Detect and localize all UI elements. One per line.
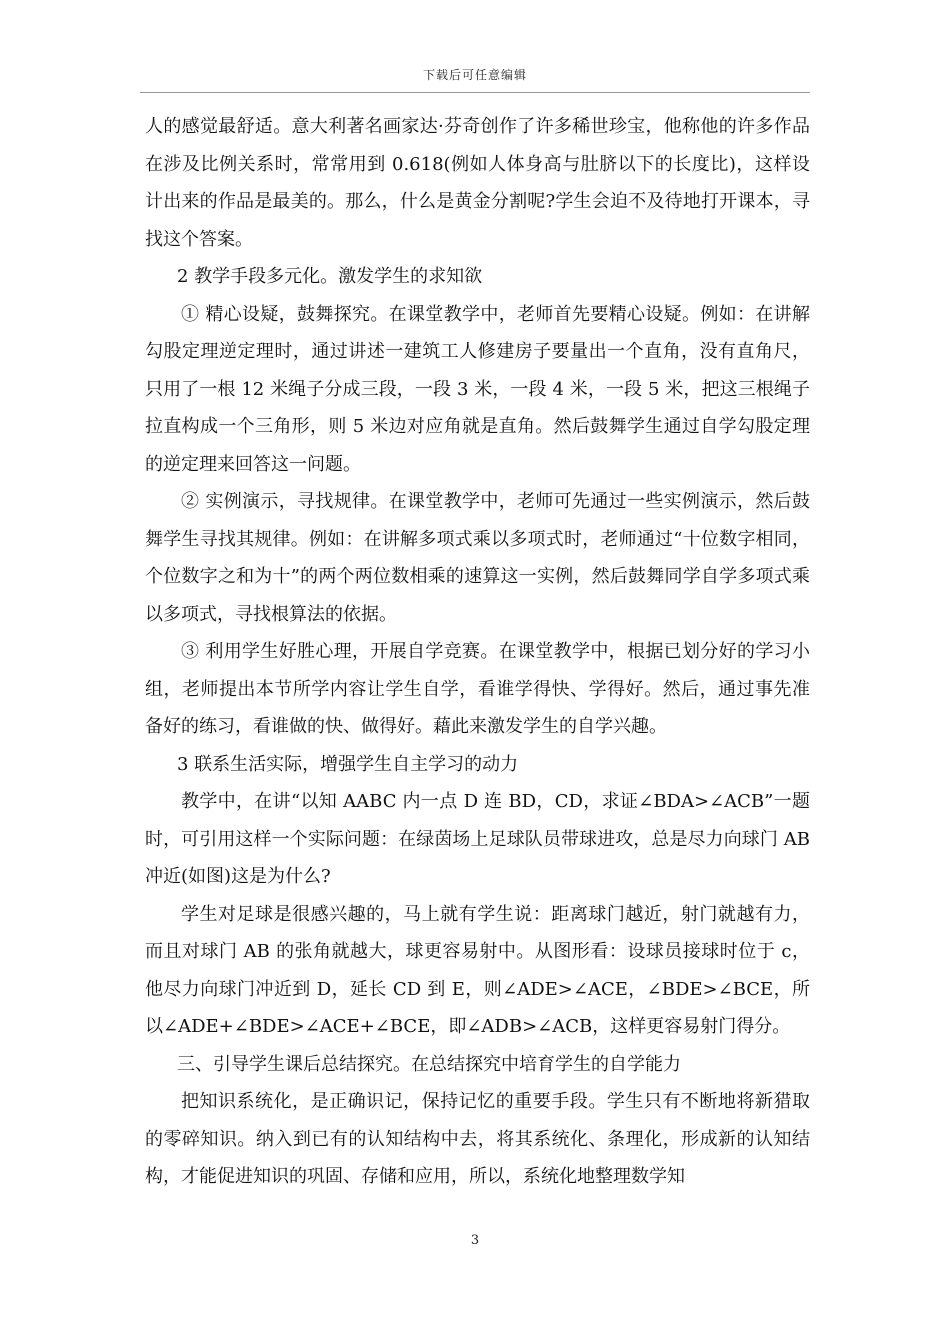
paragraph-item-2: ② 实例演示，寻找规律。在课堂教学中，老师可先通过一些实例演示，然后鼓舞学生寻找其规律。例如：在讲解多项式乘以多项式时，老师通过“十位数字相同，个位数字之和为十”的两个两位数相乘的速算这一实例，然后鼓舞同学自学多项式乘以多项式，寻找根算法的依据。 (145, 491, 810, 625)
page-number: 3 (470, 1233, 480, 1248)
paragraph-example: 教学中，在讲“以知 AABC 内一点 D 连 BD，CD，求证∠BDA>∠ACB”一题时，可引用这样一个实际问题：在绿茵场上足球队员带球进攻，总是尽力向球门 AB 冲近(如图)这是为什么? (145, 791, 810, 887)
paragraph-item-1: ① 精心设疑，鼓舞探究。在课堂教学中，老师首先要精心设疑。例如：在讲解勾股定理逆定理时，通过讲述一建筑工人修建房子要量出一个直角，没有直角尺，只用了一根 12 米绳子分成三段，一段 3 米，一段 4 米，一段 5 米，把这三根绳子拉直构成一个三角形，则 5 米边对应角就是直角。然后鼓舞学生通过自学勾股定理的逆定理来回答这一问题。 (145, 303, 810, 475)
header-rule (140, 92, 810, 93)
body-text (145, 108, 810, 1196)
paragraph-continuation: 人的感觉最舒适。意大利著名画家达·芬奇创作了许多稀世珍宝，他称他的许多作品在涉及比例关系时，常常用到 0.618(例如人体身高与肚脐以下的长度比)，这样设计出来的作品是最美的。那么，什么是黄金分割呢?学生会迫不及待地打开课本，寻找这个答案。 (145, 116, 810, 250)
paragraph-summary: 把知识系统化，是正确识记，保持记忆的重要手段。学生只有不断地将新猎取的零碎知识。纳入到已有的认知结构中去，将其系统化、条理化，形成新的认知结构，才能促进知识的巩固、存储和应用，所以，系统化地整理数学知 (145, 1091, 810, 1187)
page-header: 下载后可任意编辑 (422, 68, 527, 82)
paragraph-explanation: 学生对足球是很感兴趣的，马上就有学生说：距离球门越近，射门就越有力，而且对球门 AB 的张角就越大，球更容易射中。从图形看：设球员接球时位于 c，他尽力向球门冲近到 D，延长 CD 到 E，则∠ADE>∠ACE，∠BDE>∠BCE，所以∠ADE+∠BDE>∠ACE+∠BCE，即∠ADB>∠ACB，这样更容易射门得分。 (145, 903, 810, 1037)
section-heading-3: 3 联系生活实际，增强学生自主学习的动力 (177, 753, 519, 775)
paragraph-item-3: ③ 利用学生好胜心理，开展自学竞赛。在课堂教学中，根据已划分好的学习小组，老师提出本节所学内容让学生自学，看谁学得快、学得好。然后，通过事先准备好的练习，看谁做的快、做得好。藉此来激发学生的自学兴趣。 (145, 641, 810, 737)
section-heading-three: 三、引导学生课后总结探究。在总结探究中培育学生的自学能力 (177, 1053, 681, 1075)
section-heading-2: 2 教学手段多元化。激发学生的求知欲 (177, 266, 483, 287)
